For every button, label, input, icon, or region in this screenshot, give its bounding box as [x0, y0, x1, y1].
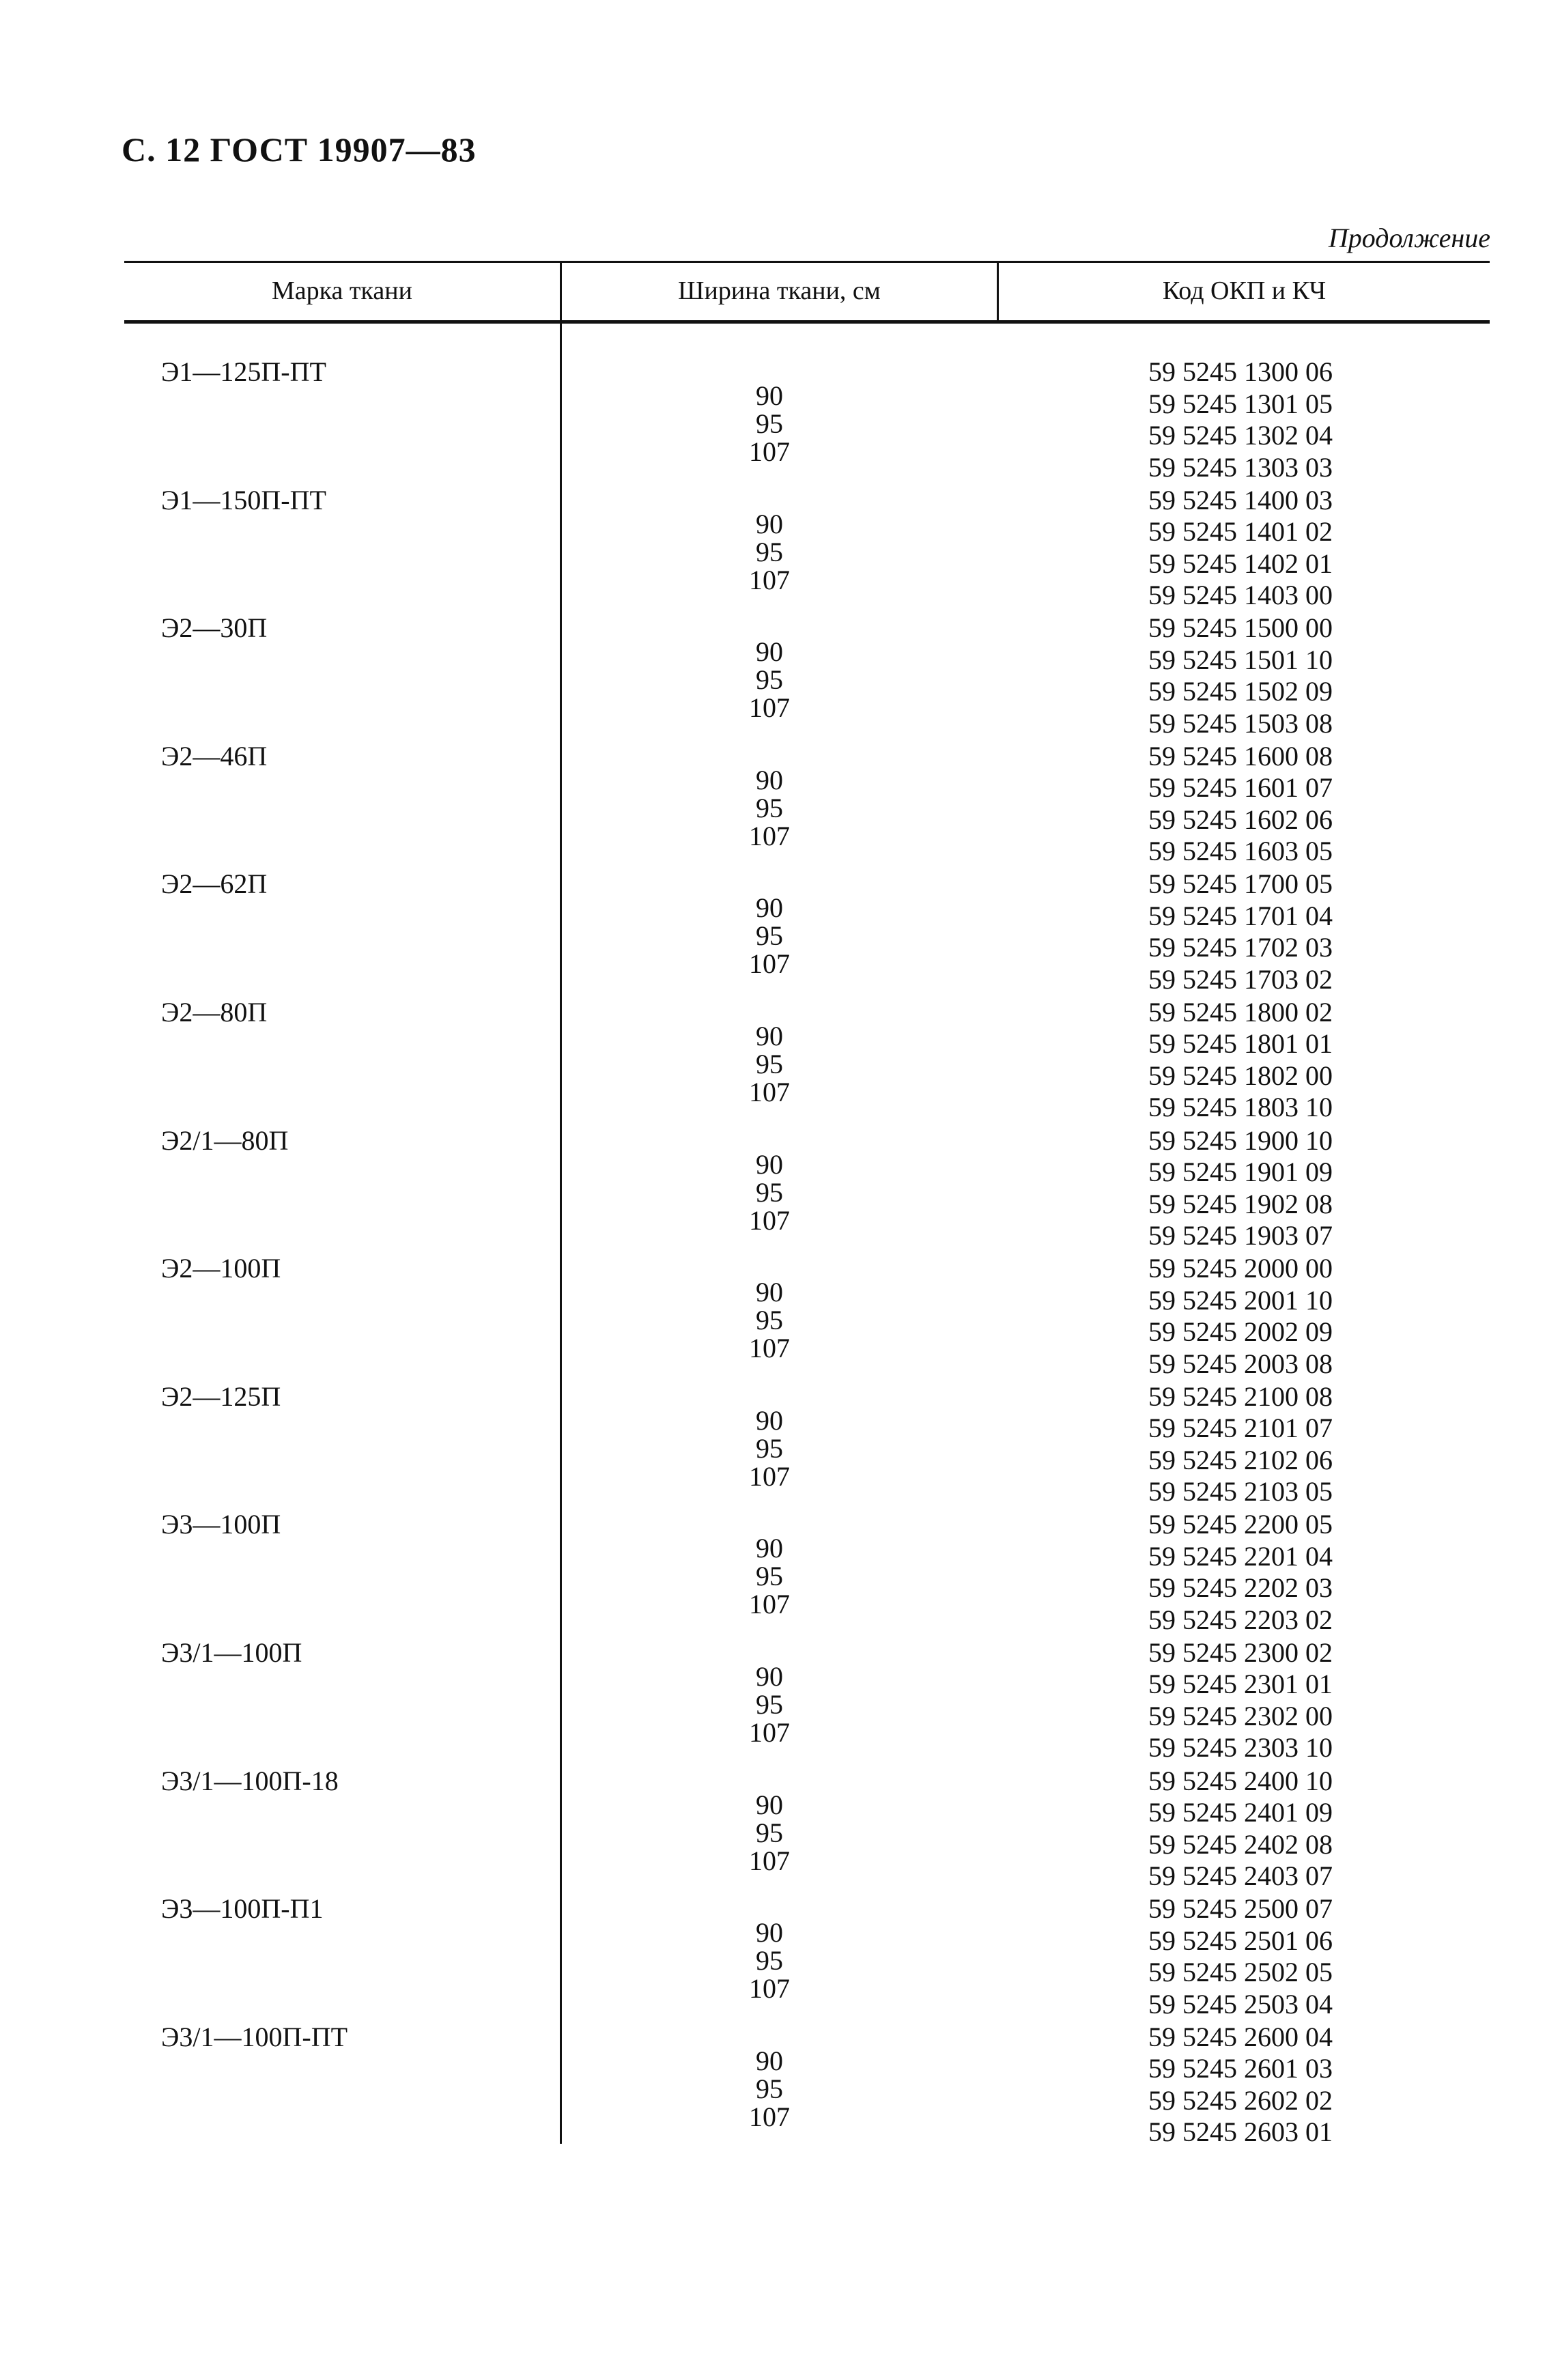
fabric-grade: Э3/1—100П-18	[161, 1765, 339, 1796]
fabric-width: 90	[756, 1148, 783, 1180]
table-row-group	[124, 1893, 1490, 2022]
okp-code: 59 5245 1601 07	[1148, 772, 1333, 804]
table-row-group	[124, 1125, 1490, 1253]
okp-code: 59 5245 1403 00	[1148, 580, 1333, 611]
continuation-label: Продолжение	[1328, 223, 1490, 253]
okp-code: 59 5245 1902 08	[1148, 1188, 1333, 1219]
okp-code: 59 5245 2100 08	[1148, 1380, 1333, 1412]
okp-code: 59 5245 2200 05	[1148, 1509, 1333, 1540]
fabric-width: 107	[749, 1845, 790, 1876]
fabric-width: 90	[756, 508, 783, 539]
table-row-group	[124, 485, 1490, 613]
fabric-grade: Э2—125П	[161, 1380, 281, 1412]
okp-code: 59 5245 1703 02	[1148, 963, 1333, 995]
fabric-width: 107	[749, 564, 790, 595]
okp-code: 59 5245 1402 01	[1148, 548, 1333, 579]
fabric-grade: Э1—125П-ПТ	[161, 356, 326, 387]
fabric-width: 107	[749, 1076, 790, 1107]
fabric-width: 90	[756, 380, 783, 411]
okp-code: 59 5245 2601 03	[1148, 2053, 1333, 2084]
okp-code: 59 5245 2401 09	[1148, 1797, 1333, 1828]
okp-code: 59 5245 2503 04	[1148, 1988, 1333, 2020]
fabric-width: 95	[756, 792, 783, 823]
okp-code: 59 5245 2302 00	[1148, 1700, 1333, 1731]
okp-code: 59 5245 2203 02	[1148, 1604, 1333, 1635]
table-row-group	[124, 741, 1490, 869]
okp-code: 59 5245 1602 06	[1148, 804, 1333, 835]
fabric-width: 90	[756, 1277, 783, 1308]
table-row-group	[124, 1509, 1490, 1637]
fabric-width: 95	[756, 920, 783, 952]
fabric-width: 95	[756, 664, 783, 696]
fabric-width: 95	[756, 1688, 783, 1720]
fabric-grade: Э2—100П	[161, 1253, 281, 1284]
fabric-width: 90	[756, 2045, 783, 2076]
fabric-width: 95	[756, 2073, 783, 2104]
okp-code: 59 5245 1600 08	[1148, 740, 1333, 771]
fabric-width: 107	[749, 436, 790, 467]
okp-code: 59 5245 2403 07	[1148, 1860, 1333, 1892]
fabric-width: 95	[756, 1305, 783, 1336]
okp-code: 59 5245 2301 01	[1148, 1669, 1333, 1700]
fabric-grade: Э3—100П-П1	[161, 1893, 324, 1925]
okp-code: 59 5245 1803 10	[1148, 1092, 1333, 1123]
okp-code: 59 5245 2303 10	[1148, 1732, 1333, 1763]
okp-code: 59 5245 2003 08	[1148, 1348, 1333, 1379]
fabric-width: 90	[756, 1660, 783, 1692]
fabric-grade: Э2—62П	[161, 868, 268, 900]
okp-code: 59 5245 1300 06	[1148, 356, 1333, 387]
table-row-group	[124, 1637, 1490, 1766]
okp-code: 59 5245 1500 00	[1148, 612, 1333, 644]
okp-code: 59 5245 2602 02	[1148, 2084, 1333, 2116]
product-code-table	[124, 261, 1490, 2148]
table-row-group	[124, 612, 1490, 741]
fabric-width: 95	[756, 1048, 783, 1079]
fabric-grade: Э1—150П-ПТ	[161, 484, 326, 515]
column-header-width: Ширина ткани, см	[678, 276, 881, 305]
okp-code: 59 5245 2201 04	[1148, 1540, 1333, 1572]
okp-code: 59 5245 1400 03	[1148, 484, 1333, 515]
fabric-width: 95	[756, 536, 783, 567]
fabric-width: 95	[756, 1432, 783, 1464]
okp-code: 59 5245 2102 06	[1148, 1444, 1333, 1475]
fabric-width: 107	[749, 1204, 790, 1236]
okp-code: 59 5245 2502 05	[1148, 1957, 1333, 1988]
fabric-width: 90	[756, 764, 783, 795]
okp-code: 59 5245 2600 04	[1148, 2021, 1333, 2052]
fabric-width: 107	[749, 1589, 790, 1620]
fabric-width: 107	[749, 820, 790, 851]
okp-code: 59 5245 1603 05	[1148, 836, 1333, 867]
fabric-width: 90	[756, 1533, 783, 1564]
okp-code: 59 5245 1502 09	[1148, 676, 1333, 707]
okp-code: 59 5245 1401 02	[1148, 516, 1333, 548]
column-header-grade: Марка ткани	[272, 276, 412, 305]
fabric-width: 107	[749, 1716, 790, 1748]
fabric-width: 107	[749, 1460, 790, 1492]
fabric-width: 90	[756, 1020, 783, 1051]
okp-code: 59 5245 1701 04	[1148, 900, 1333, 931]
fabric-width: 95	[756, 1817, 783, 1848]
okp-code: 59 5245 2501 06	[1148, 1925, 1333, 1956]
fabric-width: 95	[756, 408, 783, 439]
table-row-group	[124, 2022, 1490, 2150]
okp-code: 59 5245 1303 03	[1148, 451, 1333, 483]
okp-code: 59 5245 1702 03	[1148, 932, 1333, 963]
fabric-grade: Э3/1—100П	[161, 1637, 302, 1668]
column-header-code: Код ОКП и КЧ	[1162, 276, 1327, 305]
fabric-width: 90	[756, 1789, 783, 1820]
fabric-width: 95	[756, 1561, 783, 1592]
header-bottom-rule	[124, 320, 1490, 324]
fabric-width: 107	[749, 1333, 790, 1364]
okp-code: 59 5245 2101 07	[1148, 1413, 1333, 1444]
table-row-group	[124, 1253, 1490, 1381]
fabric-width: 107	[749, 2101, 790, 2132]
okp-code: 59 5245 2300 02	[1148, 1637, 1333, 1668]
fabric-width: 107	[749, 692, 790, 724]
fabric-width: 107	[749, 948, 790, 980]
okp-code: 59 5245 2500 07	[1148, 1893, 1333, 1925]
okp-code: 59 5245 1700 05	[1148, 868, 1333, 900]
table-row-group	[124, 997, 1490, 1125]
table-body	[124, 356, 1490, 2149]
table-row-group	[124, 1381, 1490, 1510]
okp-code: 59 5245 2002 09	[1148, 1316, 1333, 1348]
fabric-grade: Э2—80П	[161, 996, 268, 1028]
fabric-width: 107	[749, 1973, 790, 2004]
okp-code: 59 5245 2603 01	[1148, 2116, 1333, 2148]
okp-code: 59 5245 2202 03	[1148, 1572, 1333, 1604]
okp-code: 59 5245 2000 00	[1148, 1253, 1333, 1284]
fabric-grade: Э2/1—80П	[161, 1124, 289, 1156]
okp-code: 59 5245 1800 02	[1148, 996, 1333, 1028]
okp-code: 59 5245 1802 00	[1148, 1060, 1333, 1091]
fabric-width: 95	[756, 1945, 783, 1977]
okp-code: 59 5245 2001 10	[1148, 1284, 1333, 1316]
fabric-grade: Э3—100П	[161, 1509, 281, 1540]
fabric-width: 95	[756, 1176, 783, 1208]
table-row-group	[124, 868, 1490, 997]
page-title: С. 12 ГОСТ 19907—83	[122, 130, 477, 169]
okp-code: 59 5245 1302 04	[1148, 420, 1333, 451]
fabric-width: 90	[756, 1917, 783, 1949]
fabric-grade: Э2—30П	[161, 612, 268, 644]
okp-code: 59 5245 1900 10	[1148, 1124, 1333, 1156]
okp-code: 59 5245 1501 10	[1148, 644, 1333, 675]
table-row-group	[124, 356, 1490, 485]
okp-code: 59 5245 2103 05	[1148, 1476, 1333, 1507]
okp-code: 59 5245 2402 08	[1148, 1828, 1333, 1860]
fabric-width: 90	[756, 892, 783, 924]
okp-code: 59 5245 1301 05	[1148, 388, 1333, 419]
okp-code: 59 5245 1901 09	[1148, 1157, 1333, 1188]
okp-code: 59 5245 1503 08	[1148, 707, 1333, 739]
table-row-group	[124, 1766, 1490, 1894]
fabric-width: 90	[756, 1404, 783, 1436]
okp-code: 59 5245 1903 07	[1148, 1220, 1333, 1251]
fabric-grade: Э2—46П	[161, 740, 268, 771]
okp-code: 59 5245 2400 10	[1148, 1765, 1333, 1796]
fabric-width: 90	[756, 636, 783, 668]
fabric-grade: Э3/1—100П-ПТ	[161, 2021, 348, 2052]
okp-code: 59 5245 1801 01	[1148, 1028, 1333, 1060]
